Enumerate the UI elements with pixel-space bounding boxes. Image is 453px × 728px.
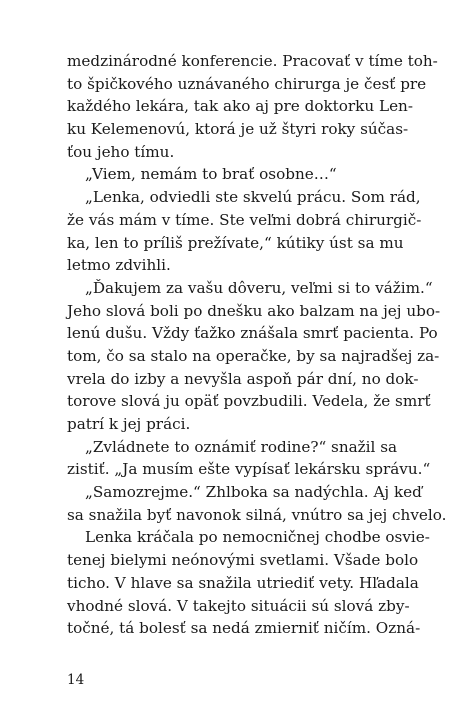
text-line: to špičkového uznávaného chirurga je česť pre (67, 74, 427, 93)
text-line: medzinárodné konferencie. Pracovať v tíme toh- (67, 52, 438, 70)
text-line: Lenka kráčala po nemocničnej chodbe osvie- (85, 528, 430, 547)
text-line: ku Kelemenovú, ktorá je už štyri roky súčas- (67, 120, 409, 139)
text-line: zistiť. „Ja musím ešte vypísať lekársku správu.“ (67, 460, 431, 479)
text-line: „Samozrejme.“ Zhlboka sa nadýchla. Aj keď (85, 483, 422, 502)
text-line: každého lekára, tak ako aj pre doktorku Len- (67, 97, 413, 116)
text-line: letmo zdvihli. (67, 256, 171, 275)
text-line: „Ďakujem za vašu dôveru, veľmi si to vážim.“ (85, 278, 433, 297)
text-line: „Zvládnete to oznámiť rodine?“ snažil sa (85, 437, 398, 456)
text-line: vhodné slová. V takejto situácii sú slová zby- (67, 596, 410, 615)
text-line: sa snažila byť navonok silná, vnútro sa jej chvelo. (67, 505, 447, 524)
text-line: „Viem, nemám to brať osobne…“ (85, 165, 337, 184)
page-number: 14 (67, 672, 85, 688)
text-line: lenú dušu. Vždy ťažko znášala smrť pacienta. Po (67, 324, 438, 343)
text-line: ka, len to príliš prežívate,“ kútiky úst sa mu (67, 233, 404, 252)
text-line: patrí k jej práci. (67, 415, 191, 433)
text-line: že vás mám v tíme. Ste veľmi dobrá chirurgič- (67, 210, 422, 229)
text-line: vrela do izby a nevyšla aspoň pár dní, no dok- (67, 369, 419, 388)
text-line: ťou jeho tímu. (67, 142, 175, 161)
text-line: ticho. V hlave sa snažila utriediť vety. Hľadala (67, 573, 419, 592)
body-text (67, 50, 447, 640)
text-line: tom, čo sa stalo na operačke, by sa najradšej za- (67, 346, 440, 365)
text-line: torove slová ju opäť povzbudili. Vedela, že smrť (67, 392, 431, 411)
text-line: točné, tá bolesť sa nedá zmierniť ničím. Ozná- (67, 619, 421, 638)
text-line: tenej bielymi neónovými svetlami. Všade bolo (67, 551, 419, 570)
text-line: „Lenka, odviedli ste skvelú prácu. Som rád, (85, 188, 421, 207)
text-line: Jeho slová boli po dnešku ako balzam na jej ubo- (67, 301, 441, 320)
